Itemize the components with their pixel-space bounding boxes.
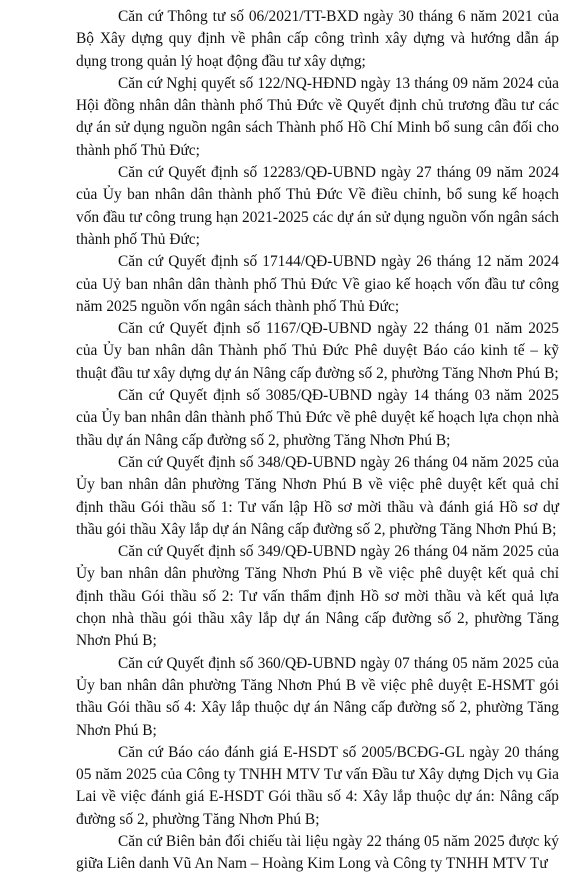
paragraph-decision-348: Căn cứ Quyết định số 348/QĐ-UBND ngày 26 tháng 04 năm 2025 của Ủy ban nhân dân phường Tăng Nhơn Phú B về việc phê duyệt kết quả chỉ định thầu Gói thầu số 1: Tư vấn lập Hồ sơ mời thầu và đánh giá Hồ sơ dự thầu gói thầu Xây lắp dự án Nâng cấp đường số 2, phường Tăng Nhơn Phú B; (76, 453, 559, 538)
paragraph-decision-17144: Căn cứ Quyết định số 17144/QĐ-UBND ngày 26 tháng 12 năm 2024 của Uỷ ban nhân dân thành phố Thủ Đức Về giao kế hoạch vốn đầu tư công năm 2025 nguồn vốn ngân sách thành phố Thủ Đức; (76, 253, 559, 315)
paragraph-resolution-122: Căn cứ Nghị quyết số 122/NQ-HĐND ngày 13 tháng 09 năm 2024 của Hội đồng nhân dân thành phố Thủ Đức về Quyết định chủ trương đầu tư các dự án sử dụng nguồn ngân sách Thành phố Hồ Chí Minh bổ sung cân đối cho thành phố Thủ Đức; (76, 74, 559, 159)
paragraph-circular-06-2021: Căn cứ Thông tư số 06/2021/TT-BXD ngày 30 tháng 6 năm 2021 của Bộ Xây dựng quy định về phân cấp công trình xây dựng và hướng dẫn áp dụng trong quản lý hoạt động đầu tư xây dựng; (76, 8, 559, 70)
paragraph-decision-349: Căn cứ Quyết định số 349/QĐ-UBND ngày 26 tháng 04 năm 2025 của Ủy ban nhân dân phường Tăng Nhơn Phú B về việc phê duyệt kết quả chỉ định thầu Gói thầu số 2: Tư vấn thẩm định Hồ sơ mời thầu và kết quả lựa chọn nhà thầu gói thầu xây lắp dự án Nâng cấp đường số 2, phường Tăng Nhơn Phú B; (76, 543, 559, 650)
paragraph-report-2005: Căn cứ Báo cáo đánh giá E-HSDT số 2005/BCĐG-GL ngày 20 tháng 05 năm 2025 của Công ty TNHH MTV Tư vấn Đầu tư Xây dựng Dịch vụ Gia Lai về việc đánh giá E-HSDT Gói thầu số 4: Xây lắp thuộc dự án: Nâng cấp đường số 2, phường Tăng Nhơn Phú B; (76, 743, 559, 828)
paragraph-decision-1167: Căn cứ Quyết định số 1167/QĐ-UBND ngày 22 tháng 01 năm 2025 của Ủy ban nhân dân Thành phố Thủ Đức Phê duyệt Báo cáo kinh tế – kỹ thuật đầu tư xây dựng dự án Nâng cấp đường số 2, phường Tăng Nhơn Phú B; (76, 320, 559, 382)
paragraph-reconciliation-minutes: Căn cứ Biên bản đối chiếu tài liệu ngày 22 tháng 05 năm 2025 được ký giữa Liên danh Vũ An Nam – Hoàng Kim Long và Công ty TNHH MTV Tư (76, 832, 559, 873)
paragraph-decision-12283: Căn cứ Quyết định số 12283/QĐ-UBND ngày 27 tháng 09 năm 2024 của Ủy ban nhân dân thành phố Thủ Đức Về điều chỉnh, bổ sung kế hoạch vốn đầu tư công trung hạn 2021-2025 các dự án sử dụng nguồn vốn ngân sách thành phố Thủ Đức; (76, 164, 559, 248)
paragraph-decision-360: Căn cứ Quyết định số 360/QĐ-UBND ngày 07 tháng 05 năm 2025 của Ủy ban nhân dân phường Tăng Nhơn Phú B về việc phê duyệt E-HSMT gói thầu Gói thầu số 4: Xây lắp thuộc dự án Nâng cấp đường số 2, phường Tăng Nhơn Phú B; (76, 654, 559, 739)
paragraph-decision-3085: Căn cứ Quyết định số 3085/QĐ-UBND ngày 14 tháng 03 năm 2025 của Ủy ban nhân dân thành phố Thủ Đức về phê duyệt kế hoạch lựa chọn nhà thầu dự án Nâng cấp đường số 2, phường Tăng Nhơn Phú B; (76, 387, 559, 449)
